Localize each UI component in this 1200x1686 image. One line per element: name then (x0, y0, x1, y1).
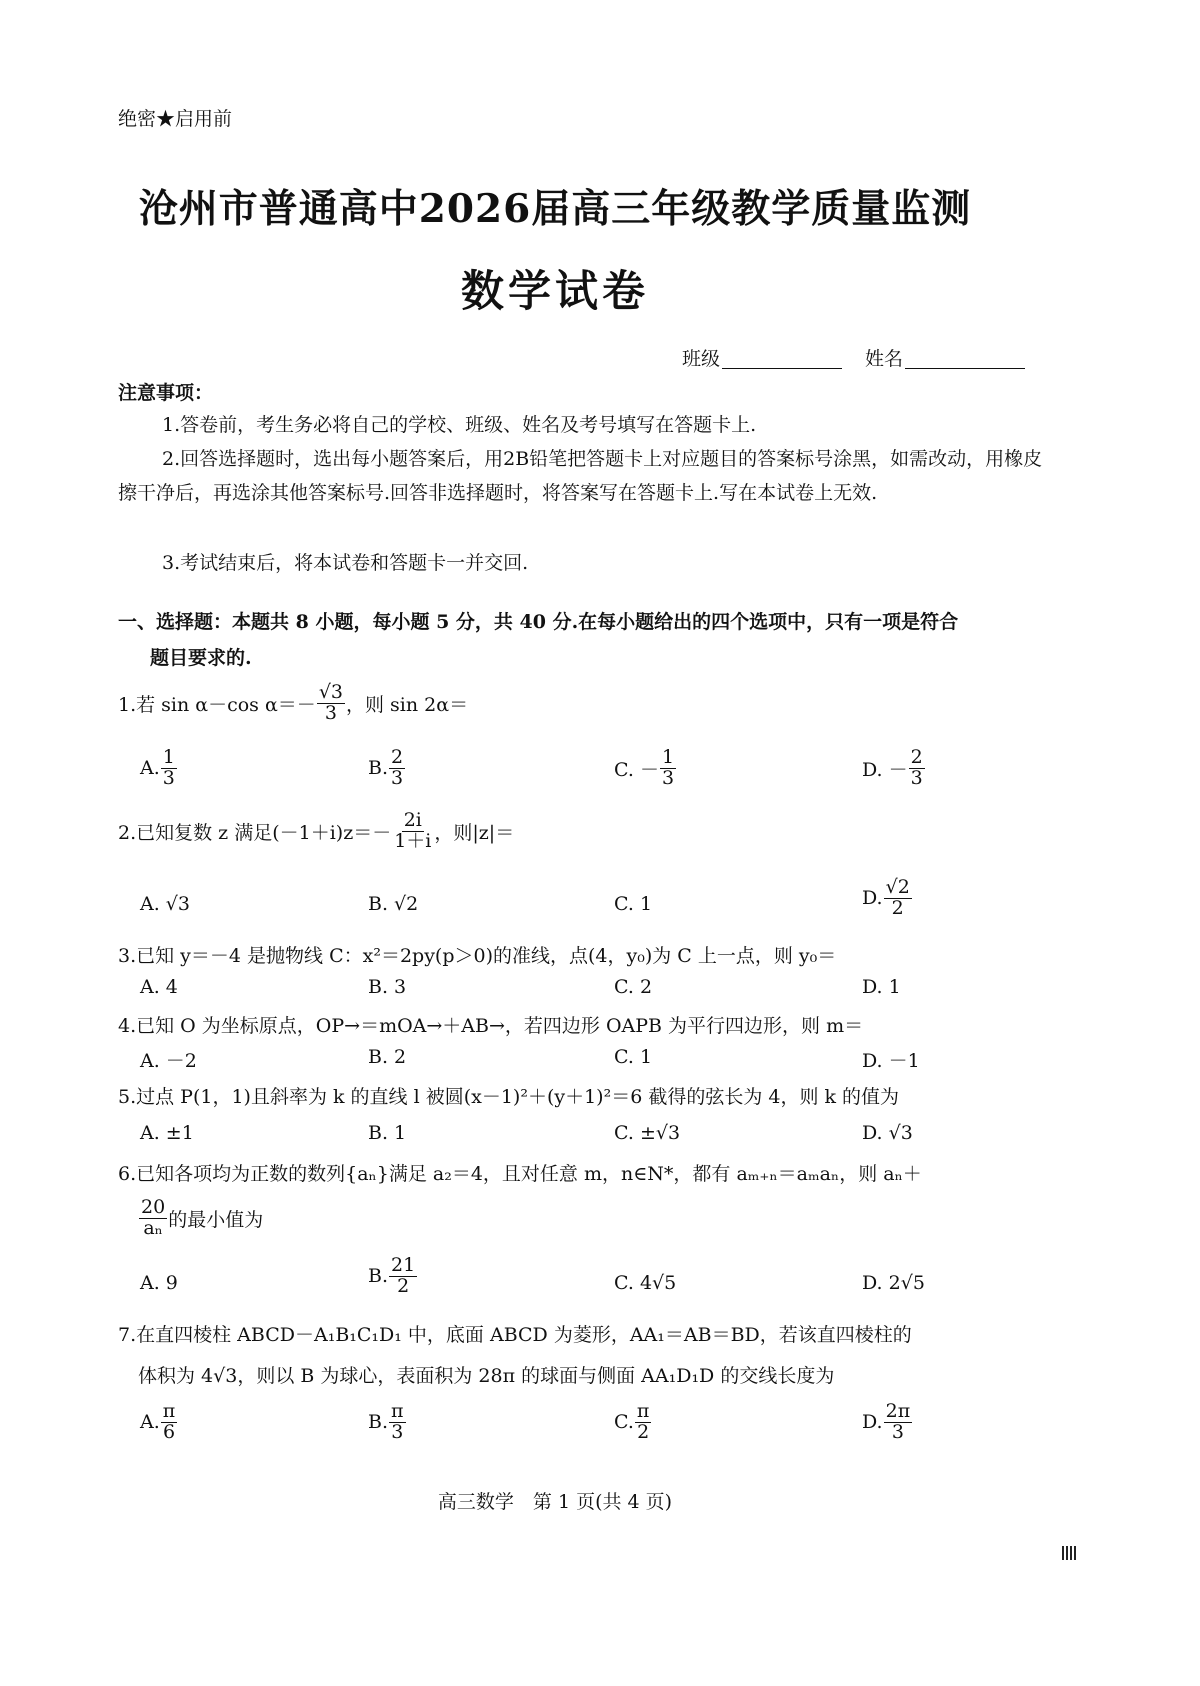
frac-den: 3 (391, 1420, 404, 1443)
q1-frac-num: √3 (318, 681, 344, 703)
class-label: 班级 (682, 348, 721, 370)
option-label: D. (862, 1411, 883, 1434)
option-fraction (635, 1402, 652, 1443)
q7-option-b[interactable] (368, 1402, 407, 1443)
q6-option-a[interactable]: A. 9 (140, 1272, 178, 1294)
q3-option-a[interactable]: A. 4 (140, 976, 178, 998)
q6-option-c[interactable]: C. 4√5 (614, 1272, 677, 1294)
q6-frac-den: aₙ (143, 1216, 163, 1239)
frac-den: 3 (910, 766, 923, 789)
q7-option-c[interactable] (614, 1402, 652, 1443)
question-3: 3.已知 y＝－4 是抛物线 C：x²＝2py(p＞0)的准线，点(4，y₀)为 C 上一点，则 y₀＝ (118, 945, 837, 967)
qr-code-icon (1062, 1546, 1076, 1560)
q2-fraction (392, 811, 433, 852)
q6-stem-post: 的最小值为 (168, 1208, 264, 1231)
q6-fraction (139, 1198, 167, 1239)
question-6-cont (138, 1196, 263, 1239)
q1-option-d[interactable] (862, 748, 926, 789)
exam-subtitle: 数学试卷 (461, 267, 649, 317)
q4-option-a[interactable]: A. －2 (140, 1050, 197, 1072)
option-label: A. (140, 1411, 160, 1434)
option-label: B. (368, 1411, 389, 1434)
q6-option-d[interactable]: D. 2√5 (862, 1272, 925, 1294)
option-fraction (389, 748, 405, 789)
notice-item-2: 2.回答选择题时，选出每小题答案后，用2B铅笔把答题卡上对应题目的答案标号涂黑，如需改动，用橡皮擦干净后，再选涂其他答案标号.回答非选择题时，将答案写在答题卡上.写在本试卷上无效. (118, 448, 1043, 504)
option-label: C. (614, 1411, 634, 1434)
frac-den: 2 (637, 1420, 650, 1443)
option-label: A. (140, 757, 160, 780)
q6-frac-num: 20 (141, 1196, 166, 1218)
option-fraction (389, 1256, 417, 1297)
q4-option-c[interactable]: C. 1 (614, 1046, 653, 1068)
name-label: 姓名 (865, 348, 904, 370)
q4-option-b[interactable]: B. 2 (368, 1046, 407, 1068)
frac-num: π (162, 1400, 176, 1422)
frac-num: 2 (910, 746, 923, 768)
frac-den: 3 (391, 766, 404, 789)
q2-frac-den: 1＋i (394, 829, 432, 852)
option-fraction (660, 748, 676, 789)
exam-title: 沧州市普通高中2026届高三年级教学质量监测 (138, 186, 972, 232)
q2-option-a[interactable]: A. √3 (140, 893, 190, 915)
question-2 (118, 811, 514, 852)
question-7: 7.在直四棱柱 ABCD－A₁B₁C₁D₁ 中，底面 ABCD 为菱形，AA₁＝AB＝BD，若该直四棱柱的 (118, 1324, 912, 1346)
section-heading-cont: 题目要求的. (150, 647, 252, 669)
option-fraction (909, 748, 925, 789)
q2-stem-pre: 2.已知复数 z 满足(－1＋i)z＝－ (118, 821, 392, 844)
option-fraction (161, 1402, 178, 1443)
frac-num: 1 (661, 746, 675, 768)
option-label: B. (368, 1265, 389, 1288)
q2-option-b[interactable]: B. √2 (368, 893, 419, 915)
option-fraction (884, 878, 912, 919)
q5-option-a[interactable]: A. ±1 (140, 1122, 194, 1144)
q1-option-b[interactable] (368, 748, 406, 789)
q4-option-d[interactable]: D. －1 (862, 1050, 920, 1072)
q1-option-a[interactable] (140, 748, 178, 789)
question-5: 5.过点 P(1，1)且斜率为 k 的直线 l 被圆(x－1)²＋(y＋1)²＝6 截得的弦长为 4，则 k 的值为 (118, 1086, 900, 1108)
frac-num: 2 (391, 746, 404, 768)
q3-option-b[interactable]: B. 3 (368, 976, 407, 998)
class-blank (722, 368, 842, 369)
option-fraction (884, 1402, 913, 1443)
option-label: B. (368, 757, 389, 780)
q1-stem-pre: 1.若 sin α－cos α＝－ (118, 693, 316, 716)
q3-option-d[interactable]: D. 1 (862, 976, 901, 998)
question-6: 6.已知各项均为正数的数列{aₙ}满足 a₂＝4，且对任意 m，n∈N*，都有 aₘ₊ₙ＝aₘaₙ，则 aₙ＋ (118, 1163, 922, 1185)
q5-option-b[interactable]: B. 1 (368, 1122, 407, 1144)
q5-option-c[interactable]: C. ±√3 (614, 1122, 681, 1144)
section-heading: 一、选择题：本题共 8 小题，每小题 5 分，共 40 分.在每小题给出的四个选项中，只有一项是符合 (118, 611, 959, 633)
q2-stem-post: ，则|z|＝ (434, 821, 515, 844)
notice-item-1: 1.答卷前，考生务必将自己的学校、班级、姓名及考号填写在答题卡上. (162, 414, 757, 436)
frac-den: 2 (891, 896, 904, 919)
frac-num: π (636, 1400, 650, 1422)
name-blank (905, 368, 1025, 369)
frac-num: 1 (162, 746, 175, 768)
question-1 (118, 683, 468, 724)
option-label: D. － (862, 758, 908, 781)
q1-stem-post: ，则 sin 2α＝ (346, 693, 469, 716)
question-7-cont: 体积为 4√3，则以 B 为球心，表面积为 28π 的球面与侧面 AA₁D₁D 的交线长度为 (138, 1365, 835, 1387)
option-fraction (389, 1402, 406, 1443)
frac-den: 3 (891, 1420, 904, 1443)
confidential-label: 绝密★启用前 (118, 108, 233, 130)
notice-item-3: 3.考试结束后，将本试卷和答题卡一并交回. (162, 552, 529, 574)
page-footer: 高三数学 第 1 页(共 4 页) (437, 1491, 673, 1513)
option-fraction (161, 748, 177, 789)
q1-frac-den: 3 (324, 701, 337, 724)
q7-option-d[interactable] (862, 1402, 913, 1443)
option-label: C. － (614, 758, 659, 781)
notice-heading: 注意事项： (118, 382, 214, 404)
q7-option-a[interactable] (140, 1402, 178, 1443)
frac-num: 2π (885, 1400, 911, 1422)
q1-fraction (317, 683, 345, 724)
q5-option-d[interactable]: D. √3 (862, 1122, 913, 1144)
q1-option-c[interactable] (614, 748, 677, 789)
frac-den: 3 (162, 766, 175, 789)
frac-num: √2 (885, 876, 910, 898)
option-label: D. (862, 887, 883, 910)
frac-num: π (391, 1400, 404, 1422)
q3-option-c[interactable]: C. 2 (614, 976, 653, 998)
frac-den: 6 (162, 1420, 176, 1443)
frac-den: 2 (397, 1274, 410, 1297)
q6-option-b[interactable] (368, 1256, 418, 1297)
frac-num: 21 (391, 1254, 416, 1276)
frac-den: 3 (661, 766, 675, 789)
q2-option-c[interactable]: C. 1 (614, 893, 653, 915)
q2-frac-num: 2i (403, 809, 422, 831)
question-4: 4.已知 O 为坐标原点，OP→＝mOA→＋AB→，若四边形 OAPB 为平行四边形，则 m＝ (118, 1015, 864, 1037)
q2-option-d[interactable] (862, 878, 913, 919)
